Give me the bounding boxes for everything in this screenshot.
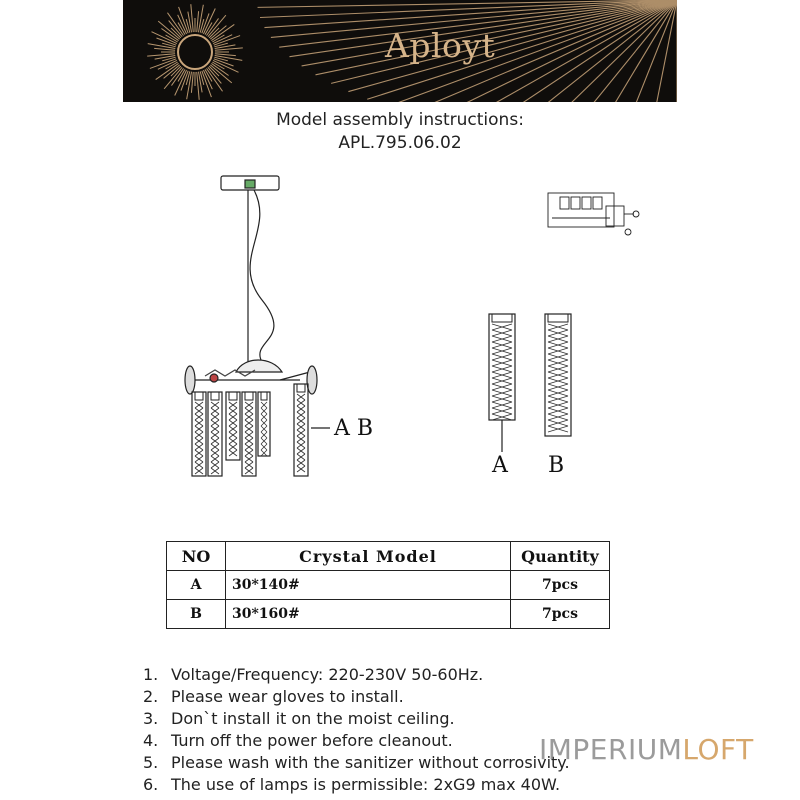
instructions-list [143, 664, 570, 796]
model-number: APL.795.06.02 [338, 133, 462, 153]
item-text: The use of lamps is permissible: 2xG9 max 40W. [171, 775, 561, 794]
item-number: 1. [143, 665, 159, 684]
row-model: 30*160# [226, 600, 511, 629]
crystal-b-label: B [548, 453, 565, 478]
item-number: 6. [143, 775, 159, 794]
watermark-part1: IMPERIUM [539, 733, 683, 766]
list-item [143, 752, 570, 774]
row-model: 30*140# [226, 571, 511, 600]
header-no: NO [167, 542, 226, 571]
item-text: Voltage/Frequency: 220-230V 50-60Hz. [171, 665, 484, 684]
hanging-crystals [192, 384, 308, 476]
crystal-b-drawing [545, 314, 571, 436]
item-text: Turn off the power before cleanout. [171, 731, 453, 750]
item-number: 3. [143, 709, 159, 728]
list-item [143, 664, 570, 686]
brand-name: Aployt [385, 26, 496, 65]
page-title: Model assembly instructions: [276, 110, 524, 130]
chandelier-drawing [185, 176, 317, 394]
table-row [167, 600, 610, 629]
row-qty: 7pcs [511, 600, 610, 629]
watermark-part2: LOFT [682, 733, 754, 766]
row-qty: 7pcs [511, 571, 610, 600]
crystal-a-label: A [492, 453, 508, 478]
table-row [167, 571, 610, 600]
row-no: B [167, 600, 226, 629]
list-item [143, 708, 570, 730]
list-item [143, 686, 570, 708]
header-crystal-model: Crystal Model [226, 542, 511, 571]
item-number: 5. [143, 753, 159, 772]
crystal-table [166, 541, 610, 629]
callout-label: A B [334, 416, 374, 441]
table-header-row [167, 542, 610, 571]
wiring-diagram-icon [548, 193, 639, 235]
list-item [143, 774, 570, 796]
crystal-a-drawing [489, 314, 515, 420]
row-no: A [167, 571, 226, 600]
list-item [143, 730, 570, 752]
header-quantity: Quantity [511, 542, 610, 571]
item-number: 2. [143, 687, 159, 706]
item-number: 4. [143, 731, 159, 750]
item-text: Please wear gloves to install. [171, 687, 404, 706]
item-text: Don`t install it on the moist ceiling. [171, 709, 455, 728]
item-text: Please wash with the sanitizer without corrosivity. [171, 753, 570, 772]
watermark [539, 733, 754, 766]
